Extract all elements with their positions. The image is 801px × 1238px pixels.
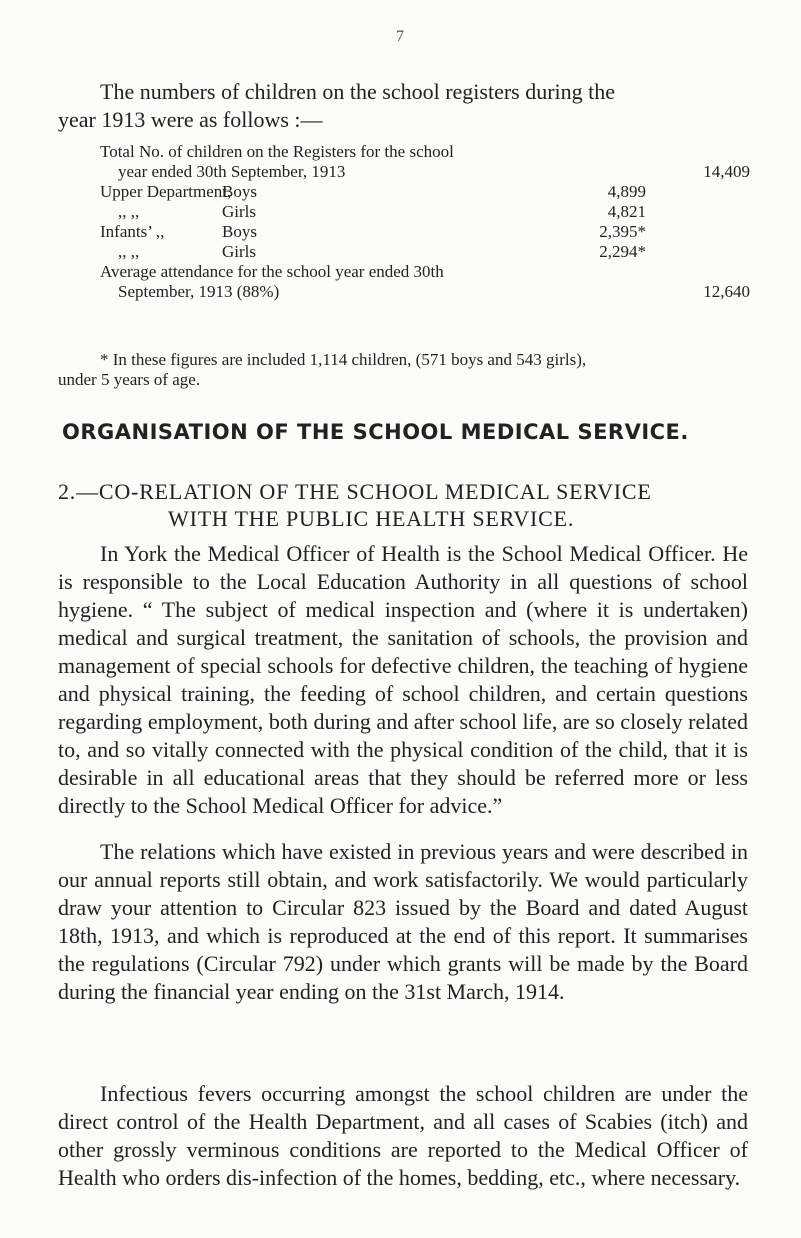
subheading-line-2: WITH THE PUBLIC HEALTH SERVICE.	[168, 506, 575, 531]
row-sub: Boys	[222, 182, 257, 201]
section-heading: ORGANISATION OF THE SCHOOL MEDICAL SERVICE.	[62, 420, 689, 444]
attendance-row-1	[100, 262, 750, 282]
total-row-1	[100, 142, 750, 162]
row-value: 2,294*	[599, 242, 646, 261]
footnote	[58, 350, 748, 390]
paragraph-3	[58, 1080, 748, 1192]
total-label-2: year ended 30th September, 1913	[118, 162, 346, 181]
intro-line-2: year 1913 were as follows :—	[58, 107, 323, 132]
paragraph-2	[58, 838, 748, 1006]
total-label-1: Total No. of children on the Registers for the school	[100, 142, 454, 161]
table-row	[100, 202, 750, 222]
intro-line-1: The numbers of children on the school registers during the	[100, 79, 616, 104]
row-sub: Girls	[222, 242, 256, 261]
total-row-2	[100, 162, 750, 182]
intro-text	[58, 78, 748, 134]
attendance-value: 12,640	[703, 282, 750, 301]
table-row	[100, 222, 750, 242]
attendance-label-2: September, 1913 (88%)	[118, 282, 280, 301]
subheading	[58, 478, 758, 532]
row-label: ,, ,,	[118, 202, 140, 221]
row-sub: Boys	[222, 222, 257, 241]
attendance-label-1: Average attendance for the school year ended 30th	[100, 262, 444, 281]
row-value: 4,899	[607, 182, 646, 201]
row-label: Upper Department,	[100, 182, 232, 201]
attendance-row-2	[100, 282, 750, 302]
table-row	[100, 182, 750, 202]
subheading-line-1: 2.—CO-RELATION OF THE SCHOOL MEDICAL SERVICE	[58, 479, 652, 504]
row-label: Infants’ ,,	[100, 222, 165, 241]
paragraph-text: The relations which have existed in previous years and were described in our annual reports still obtain, and work satisfactorily. We would particularly draw your attention to Circular 823 issued by the Board and dated August 18th, 1913, and which is reproduced at the end of this report. It summarises the regulations (Circular 792) under which grants will be made by the Board during the financial year ending on the 31st March, 1914.	[58, 839, 748, 1004]
row-value: 4,821	[607, 202, 646, 221]
row-sub: Girls	[222, 202, 256, 221]
paragraph-text: In York the Medical Officer of Health is the School Medical Officer. He is responsible to the Local Education Authority in all questions of school hygiene. “ The subject of medical inspection and (where it is undertaken) medical and surgical treatment, the sanitation of schools, the provision and management of special schools for defective children, the teaching of hygiene and physical training, the feeding of school children, and certain questions regarding employment, both during and after school life, are so closely related to, and so vitally connected with the physical condition of the child, that it is desirable in all educational areas that they should be referred more or less directly to the School Medical Officer for advice.”	[58, 541, 748, 818]
registers-table	[100, 142, 750, 302]
table-row	[100, 242, 750, 262]
footnote-line-1: * In these figures are included 1,114 children, (571 boys and 543 girls),	[100, 350, 587, 369]
row-value: 2,395*	[599, 222, 646, 241]
paragraph-text: Infectious fevers occurring amongst the school children are under the direct control of the Health Department, and all cases of Scabies (itch) and other grossly verminous conditions are reported to the Medical Officer of Health who orders dis-infection of the homes, bedding, etc., where necessary.	[58, 1081, 748, 1190]
footnote-line-2: under 5 years of age.	[58, 370, 201, 389]
paragraph-1	[58, 540, 748, 820]
page-number: 7	[396, 28, 404, 45]
row-label: ,, ,,	[118, 242, 140, 261]
total-value: 14,409	[703, 162, 750, 181]
